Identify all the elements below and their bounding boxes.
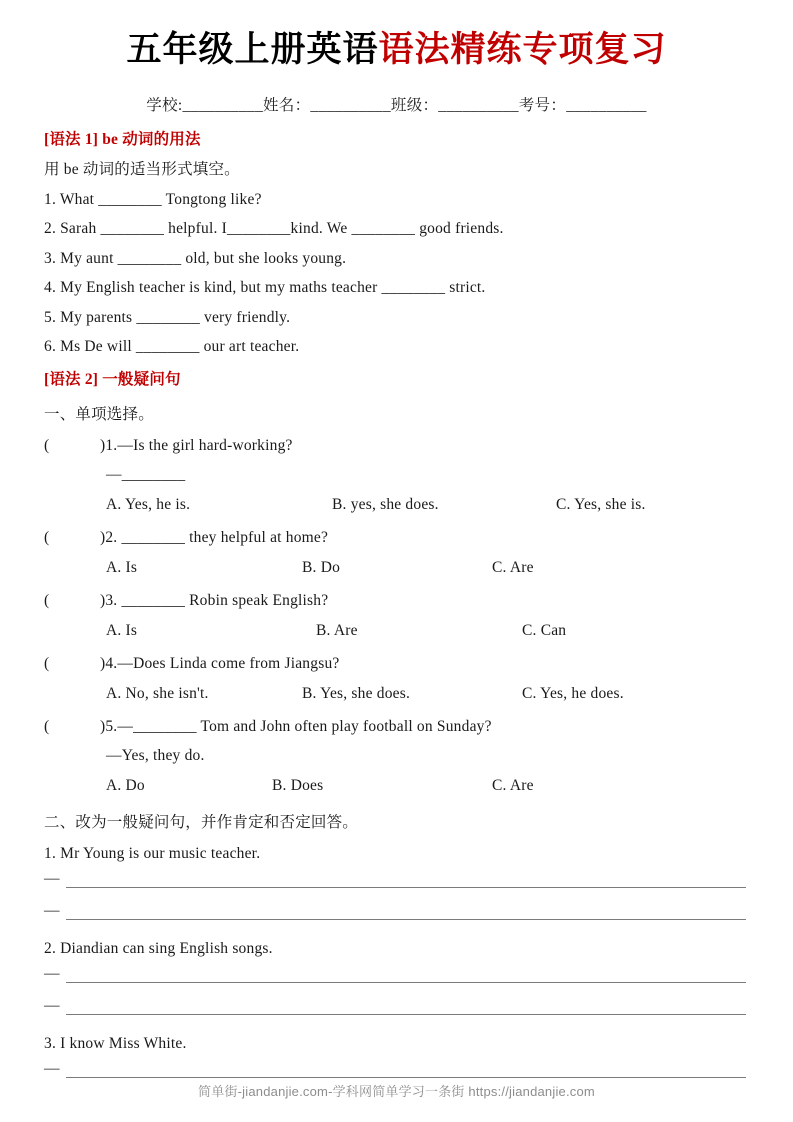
question-1-option-b[interactable]: B. yes, she does. [332,495,439,513]
choice-question-1 [44,437,749,455]
rewrite-item-2: 2. Diandian can sing English songs. [44,939,273,957]
rewrite-1-answer-line-1[interactable] [44,870,749,895]
section-heading-grammar-1: [语法 1] be 动词的用法 [44,131,201,148]
ruled-line [66,919,746,920]
section-1-instruction: 用 be 动词的适当形式填空。 [44,161,240,178]
fill-item-4: 4. My English teacher is kind, but my maths teacher ________ strict. [44,279,486,296]
question-4-stem: )4.—Does Linda come from Jiangsu? [100,654,340,672]
question-3-stem: )3. ________ Robin speak English? [100,591,329,609]
answer-bracket-3[interactable]: ( [44,591,50,609]
question-5-option-a[interactable]: A. Do [106,776,145,794]
fill-item-3: 3. My aunt ________ old, but she looks young. [44,249,347,267]
question-5-stem: )5.—________ Tom and John often play football on Sunday? [100,717,492,735]
ruled-line [66,1014,746,1015]
choice-question-4 [44,655,749,673]
question-1-option-c[interactable]: C. Yes, she is. [556,495,646,513]
question-5-option-c[interactable]: C. Are [492,776,534,794]
student-info-line: 学校:__________姓名：__________班级：__________考号：__________ [146,97,647,114]
question-3-option-c[interactable]: C. Can [522,621,567,639]
page-footer-watermark: 简单街-jiandanjie.com-学科网简单学习一条街 https://jiandanjie.com [198,1084,595,1099]
ruled-line [66,982,746,983]
fill-item-2: 2. Sarah ________ helpful. I________kind. We ________ good friends. [44,220,504,237]
section-heading-grammar-2: [语法 2] 一般疑问句 [44,370,181,388]
question-4-option-a[interactable]: A. No, she isn't. [106,684,209,702]
choice-question-5 [44,718,749,736]
question-3-option-a[interactable]: A. Is [106,621,138,639]
question-3-options [44,622,749,642]
fill-item-1: 1. What ________ Tongtong like? [44,190,262,208]
question-2-option-a[interactable]: A. Is [106,558,138,576]
question-2-option-b[interactable]: B. Do [302,558,341,576]
rewrite-2-answer-line-2[interactable] [44,997,749,1022]
question-4-option-c[interactable]: C. Yes, he does. [522,684,624,702]
answer-bracket-5[interactable]: ( [44,717,50,735]
question-4-option-b[interactable]: B. Yes, she does. [302,684,411,702]
question-4-options [44,685,749,705]
question-2-option-c[interactable]: C. Are [492,558,534,576]
section-2-part-one-title: 一、单项选择。 [44,405,154,423]
choice-question-3 [44,592,749,610]
answer-dash-icon: — [44,964,60,982]
fill-item-6: 6. Ms De will ________ our art teacher. [44,338,300,355]
ruled-line [66,887,746,888]
question-3-option-b[interactable]: B. Are [316,621,358,639]
question-2-options [44,559,749,579]
question-5-options [44,777,749,797]
question-1-option-a[interactable]: A. Yes, he is. [106,495,191,513]
question-1-stem: )1.—Is the girl hard-working? [100,436,293,454]
answer-bracket-1[interactable]: ( [44,436,50,454]
question-1-answer-prompt: —________ [106,465,186,483]
section-2-part-two-title: 二、改为一般疑问句，并作肯定和否定回答。 [44,813,359,831]
question-2-stem: )2. ________ they helpful at home? [100,528,329,546]
answer-dash-icon: — [44,869,60,887]
rewrite-2-answer-line-1[interactable] [44,965,749,990]
choice-question-2 [44,529,749,547]
rewrite-item-1: 1. Mr Young is our music teacher. [44,844,261,862]
answer-bracket-4[interactable]: ( [44,654,50,672]
question-5-answer-prompt: —Yes, they do. [106,746,205,764]
fill-item-5: 5. My parents ________ very friendly. [44,308,291,326]
question-5-option-b[interactable]: B. Does [272,776,324,794]
answer-bracket-2[interactable]: ( [44,528,50,546]
rewrite-item-3: 3. I know Miss White. [44,1034,187,1052]
answer-dash-icon: — [44,1059,60,1077]
answer-dash-icon: — [44,901,60,919]
page-title [44,0,749,72]
page-title-red-part: 语法精练专项复习 [378,29,667,70]
answer-dash-icon: — [44,996,60,1014]
rewrite-1-answer-line-2[interactable] [44,902,749,927]
ruled-line [66,1077,746,1078]
page-title-black-part: 五年级上册英语 [126,29,379,70]
question-1-options [44,496,749,516]
